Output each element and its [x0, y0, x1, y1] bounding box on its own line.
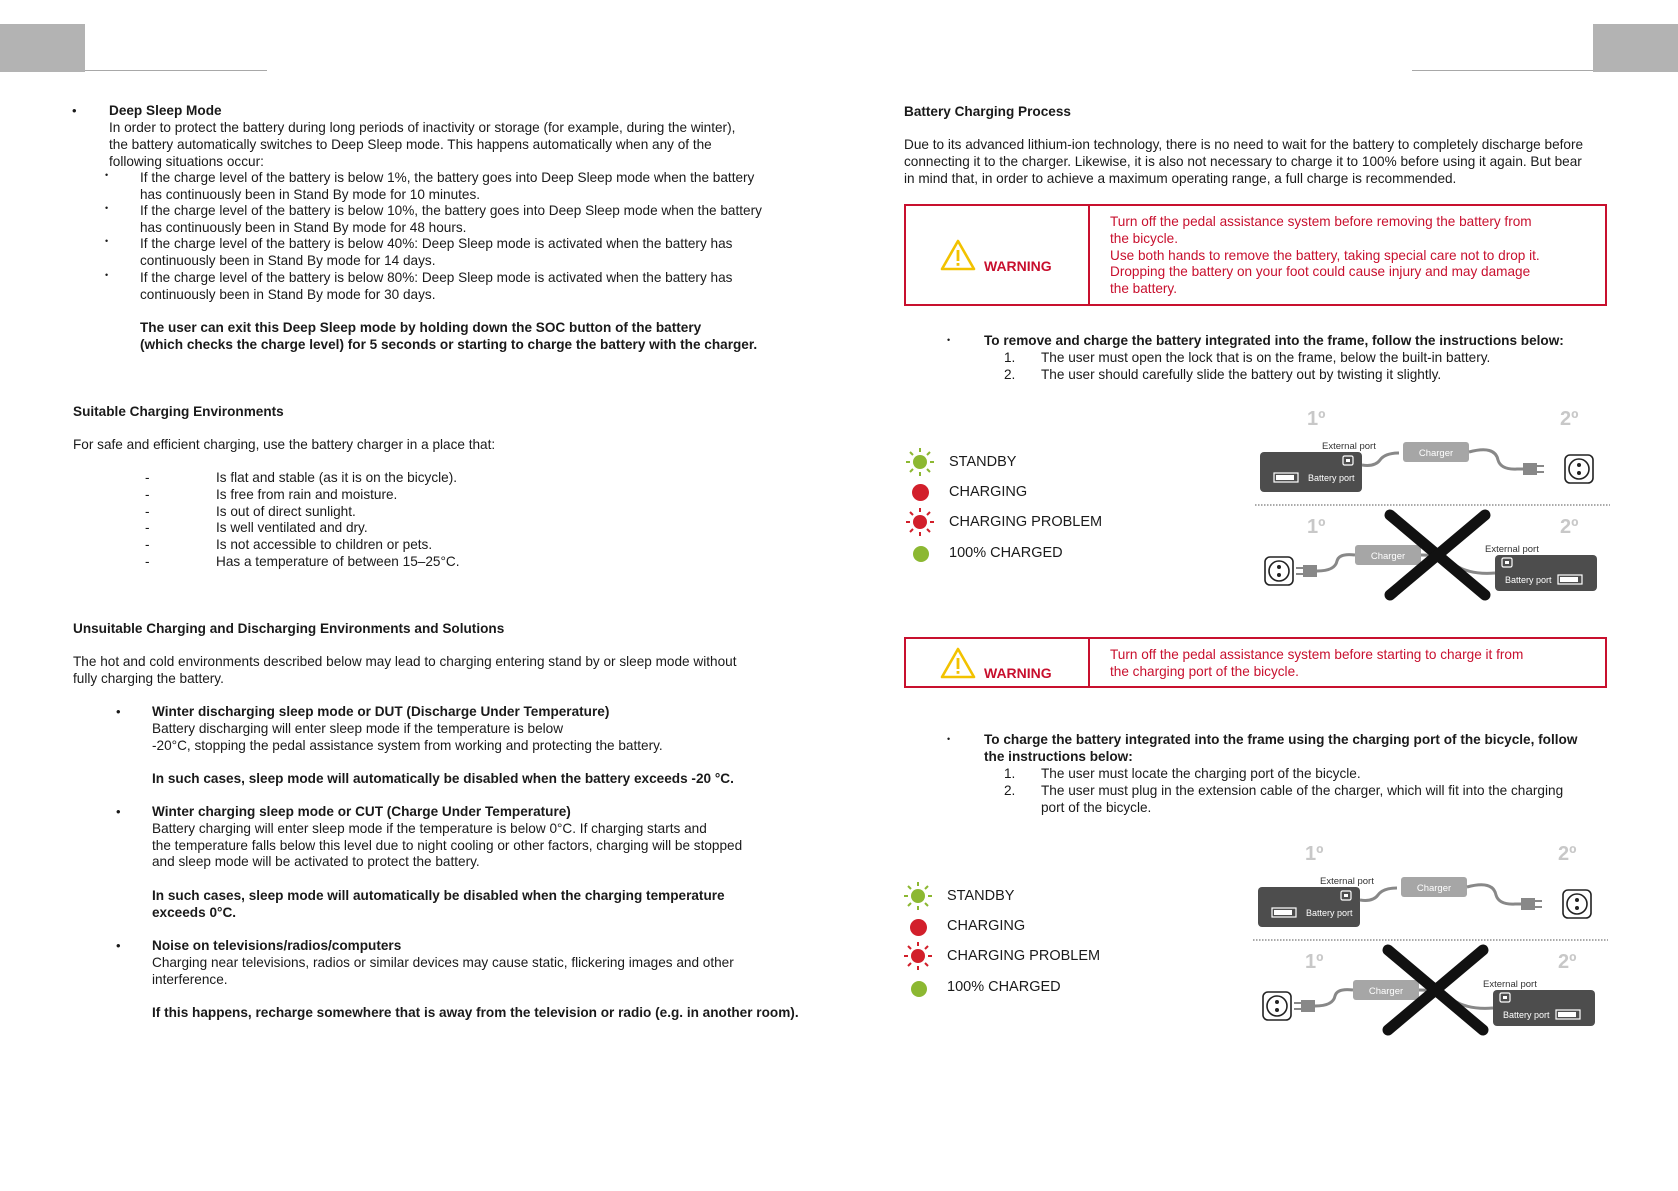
led-charging-icon: [912, 484, 929, 501]
battery-unit: [1258, 887, 1360, 927]
removal-steps: [1004, 350, 1490, 384]
warning-box-port-charging: [904, 637, 1607, 688]
port-instructions-title: To charge the battery integrated into the frame using the charging port of the bicycle, follow the instructions below:: [984, 732, 1578, 764]
suitable-list: [145, 470, 459, 571]
list-item: If the charge level of the battery is below 10%, the battery goes into Deep Sleep mode when the battery has continuously been in Stand By mode for 48 hours.: [140, 203, 762, 235]
port-steps: [1004, 766, 1563, 816]
legend-charged-label: 100% CHARGED: [947, 979, 1061, 995]
deep-sleep-exit-note: The user can exit this Deep Sleep mode by holding down the SOC button of the battery (which checks the charge level) for 5 seconds or starting to charge the battery with the charger.: [140, 320, 758, 352]
led-problem-icon: [904, 508, 936, 536]
charging-diagram-removed-battery: [1255, 405, 1615, 605]
bullet: •: [116, 938, 121, 953]
removal-instructions-title: To remove and charge the battery integrated into the frame, follow the instructions below:: [984, 333, 1564, 348]
battery-unit: [1493, 990, 1595, 1026]
diagram-step-1: 1º: [1307, 516, 1326, 538]
battery-port-label: Battery port: [1505, 575, 1552, 585]
dut-section: Winter discharging sleep mode or DUT (Discharge Under Temperature) Battery discharging will enter sleep mode if the temperature is below -20°C, stopping the pedal assistance system from working and protecting the battery. In such cases, sleep mode will automatically be disabled when the battery exceeds -20 °C.: [152, 704, 734, 787]
bullet: •: [105, 270, 109, 280]
right-page-header-rule: [1412, 70, 1593, 71]
charger-label: Charger: [1418, 448, 1454, 459]
warning-triangle-icon: [940, 239, 976, 271]
diagram-step-1: 1º: [1305, 951, 1324, 973]
left-page-header-rule: [85, 70, 267, 71]
list-item: 2. The user should carefully slide the battery out by twisting it slightly.: [1004, 366, 1442, 382]
list-item: 2. The user must plug in the extension cable of the charger, which will fit into the charging: [1004, 782, 1564, 798]
battery-port-label: Battery port: [1308, 473, 1355, 483]
list-item: - Is not accessible to children or pets.: [145, 537, 433, 553]
noise-section: Noise on televisions/radios/computers Charging near televisions, radios or similar devices may cause static, flickering images and other interference. If this happens, recharge somewhere that is away from the television or radio (e.g. in another room).: [152, 938, 799, 1021]
bullet: •: [72, 103, 77, 118]
warning-triangle-icon: [940, 647, 976, 679]
warning-text: Turn off the pedal assistance system before removing the battery from the bicycle. Use both hands to remove the battery, taking special care not to drop it. Dropping the battery on your foot could cause injury and may damage the battery.: [1110, 214, 1540, 297]
charger-label: Charger: [1370, 551, 1406, 562]
list-item: - Is well ventilated and dry.: [145, 520, 368, 536]
external-port-label: External port: [1320, 876, 1374, 887]
unsuitable-intro: The hot and cold environments described below may lead to charging entering stand by or sleep mode without fully charging the battery.: [73, 654, 737, 686]
led-charged-icon: [911, 981, 927, 997]
list-item: 1. The user must locate the charging port of the bicycle.: [1004, 766, 1361, 781]
list-item: - Is out of direct sunlight.: [145, 503, 356, 519]
list-item: 1. The user must open the lock that is on the frame, below the built-in battery.: [1004, 350, 1491, 365]
led-standby-icon: [902, 882, 934, 910]
list-item: If the charge level of the battery is below 80%: Deep Sleep mode is activated when the battery has continuously been in Stand By mode for 30 days.: [140, 270, 733, 302]
deep-sleep-title: Deep Sleep Mode: [109, 103, 222, 118]
led-problem-icon: [902, 942, 934, 970]
suitable-intro: For safe and efficient charging, use the battery charger in a place that:: [73, 437, 496, 452]
led-charging-icon: [910, 919, 927, 936]
diagram-step-2: 2º: [1560, 516, 1579, 538]
bullet: •: [116, 804, 121, 819]
warning-label: WARNING: [984, 665, 1052, 681]
battery-port-label: Battery port: [1306, 908, 1353, 918]
suitable-title: Suitable Charging Environments: [73, 404, 284, 419]
left-page-header-block: [0, 24, 85, 72]
bullet: •: [947, 734, 951, 744]
warning-box-removal: [904, 204, 1607, 306]
bullet: •: [105, 236, 109, 246]
unsuitable-title: Unsuitable Charging and Discharging Environments and Solutions: [73, 621, 505, 636]
legend-charging-label: CHARGING: [947, 918, 1026, 934]
diagram-step-2: 2º: [1558, 843, 1577, 865]
charging-diagram-port: [1253, 840, 1613, 1040]
bullet: •: [116, 704, 121, 719]
legend-problem-label: CHARGING PROBLEM: [947, 948, 1101, 964]
battery-unit: [1495, 555, 1597, 591]
legend-standby-label: STANDBY: [949, 454, 1017, 470]
diagram-step-1: 1º: [1307, 408, 1326, 430]
diagram-step-2: 2º: [1558, 951, 1577, 973]
battery-unit: [1260, 452, 1362, 492]
bullet: •: [105, 170, 109, 180]
diagram-step-2: 2º: [1560, 408, 1579, 430]
warning-divider: [1088, 206, 1090, 304]
bullet: •: [105, 203, 109, 213]
list-item: If the charge level of the battery is below 1%, the battery goes into Deep Sleep mode when the battery has continuously been in Stand By mode for 10 minutes.: [140, 170, 755, 202]
warning-divider: [1088, 639, 1090, 686]
legend-standby-label: STANDBY: [947, 888, 1015, 904]
list-item: port of the bicycle.: [1041, 799, 1152, 815]
legend-charged-label: 100% CHARGED: [949, 545, 1063, 561]
list-item: If the charge level of the battery is below 40%: Deep Sleep mode is activated when the battery has continuously been in Stand By mode for 14 days.: [140, 236, 733, 268]
warning-text: Turn off the pedal assistance system before starting to charge it from the charging port of the bicycle.: [1110, 647, 1524, 679]
bullet: •: [947, 335, 951, 345]
list-item: - Is flat and stable (as it is on the bicycle).: [145, 470, 458, 485]
external-port-label: External port: [1322, 441, 1376, 452]
charger-label: Charger: [1416, 883, 1452, 894]
deep-sleep-intro: In order to protect the battery during long periods of inactivity or storage (for example, during the winter), the battery automatically switches to Deep Sleep mode. This happens automatically when any of the following situations occur:: [109, 120, 736, 169]
warning-label: WARNING: [984, 258, 1052, 274]
led-standby-icon: [904, 448, 936, 476]
charger-label: Charger: [1368, 986, 1404, 997]
battery-port-label: Battery port: [1503, 1010, 1550, 1020]
charging-process-intro: Due to its advanced lithium-ion technology, there is no need to wait for the battery to completely discharge before connecting it to the charger. Likewise, it is also not necessary to charge it to 100% before using it again. But bear in mind that, in order to achieve a maximum operating range, a full charge is recommended.: [904, 137, 1584, 186]
led-charged-icon: [913, 546, 929, 562]
diagram-step-1: 1º: [1305, 843, 1324, 865]
list-item: - Has a temperature of between 15–25°C.: [145, 553, 460, 569]
charging-process-title: Battery Charging Process: [904, 104, 1071, 119]
external-port-label: External port: [1485, 544, 1539, 555]
list-item: - Is free from rain and moisture.: [145, 486, 398, 502]
legend-charging-label: CHARGING: [949, 484, 1028, 500]
legend-problem-label: CHARGING PROBLEM: [949, 514, 1103, 530]
cut-section: Winter charging sleep mode or CUT (Charge Under Temperature) Battery charging will enter sleep mode if the temperature is below 0°C. If charging starts and the temperature falls below this level due to night cooling or other factors, charging will be stopped and sleep mode will be activated to protect the battery. In such cases, sleep mode will automatically be disabled when the charging temperature exceeds 0°C.: [152, 804, 743, 920]
external-port-label: External port: [1483, 979, 1537, 990]
right-page-header-block: [1593, 24, 1678, 72]
